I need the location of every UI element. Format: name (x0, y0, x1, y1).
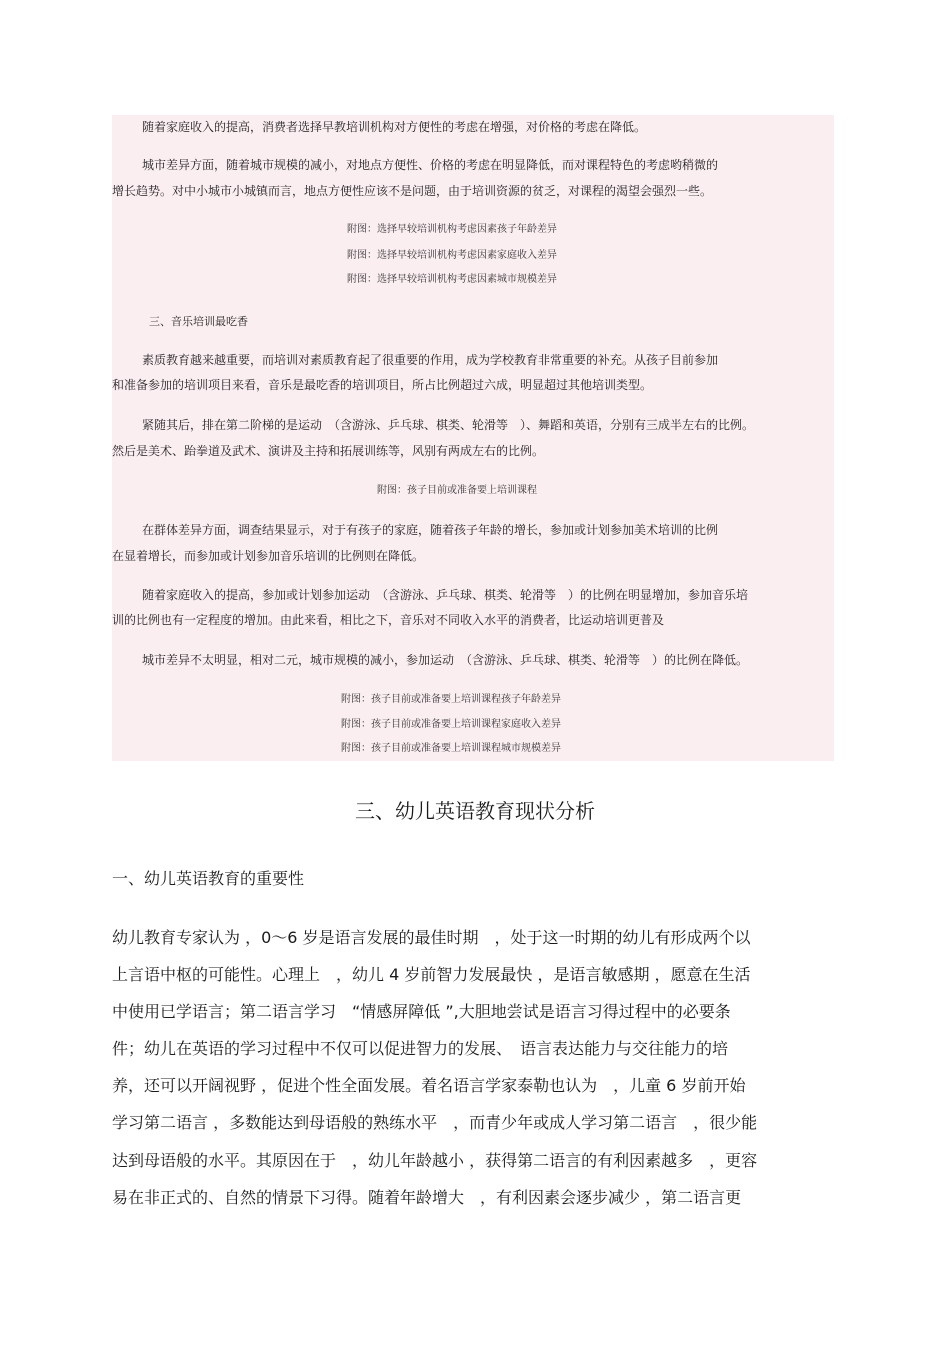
figure-caption-city: 附图：选择早较培训机构考虑因素城市规模差异 (347, 274, 557, 285)
paragraph-city-sports: 城市差异不太明显，相对二元，城市规模的减小，参加运动 （含游泳、乒乓球、棋类、轮滑等 ）的比例在降低。 (142, 653, 749, 667)
body-line: 养，还可以开阔视野 ，促进个性全面发展。着名语言学家泰勒也认为 ，儿童 6 岁前开始 (112, 1076, 746, 1095)
paragraph-group-line2: 在显着增长，而参加或计划参加音乐培训的比例则在降低。 (112, 549, 425, 563)
section-title: 三、幼儿英语教育现状分析 (355, 799, 595, 823)
paragraph-city-line1: 城市差异方面，随着城市规模的减小，对地点方便性、价格的考虑在明显降低，而对课程特色的考虑哟稍微的 (142, 158, 719, 172)
body-line: 中使用已学语言；第二语言学习 “情感屏障低 ”,大胆地尝试是语言习得过程中的必要条 (112, 1002, 731, 1021)
figure-caption-courses-age: 附图：孩子目前或准备要上培训课程孩子年龄差异 (341, 694, 561, 705)
figure-caption-age: 附图：选择早较培训机构考虑因素孩子年龄差异 (347, 224, 557, 235)
body-line: 达到母语般的水平。其原因在于 ，幼儿年龄越小 ，获得第二语言的有利因素越多 ，更容 (112, 1151, 758, 1170)
paragraph-income-sports-line2: 训的比例也有一定程度的增加。由此来看，相比之下，音乐对不同收入水平的消费者，比运动培训更普及 (112, 613, 665, 627)
paragraph-income: 随着家庭收入的提高，消费者选择早教培训机构对方便性的考虑在增强，对价格的考虑在降低。 (142, 120, 647, 134)
body-line: 学习第二语言 ，多数能达到母语般的熟练水平 ，而青少年或成人学习第二语言 ，很少能 (112, 1113, 758, 1132)
body-line: 上言语中枢的可能性。心理上 ，幼儿 4 岁前智力发展最快 ，是语言敏感期 ，愿意在生活 (112, 965, 751, 984)
figure-caption-courses-income: 附图：孩子目前或准备要上培训课程家庭收入差异 (341, 719, 561, 730)
subsection-title: 一、幼儿英语教育的重要性 (112, 869, 305, 888)
paragraph-group-line1: 在群体差异方面，调查结果显示，对于有孩子的家庭，随着孩子年龄的增长，参加或计划参加美术培训的比例 (142, 523, 719, 537)
figure-caption-courses-city: 附图：孩子目前或准备要上培训课程城市规模差异 (341, 743, 561, 754)
body-line: 件；幼儿在英语的学习过程中不仅可以促进智力的发展、 语言表达能力与交往能力的培 (112, 1039, 729, 1058)
figure-caption-income: 附图：选择早较培训机构考虑因素家庭收入差异 (347, 250, 557, 261)
paragraph-income-sports-line1: 随着家庭收入的提高，参加或计划参加运动 （含游泳、乒乓球、棋类、轮滑等 ）的比例在明显增加，参加音乐培 (142, 588, 749, 602)
body-line: 幼儿教育专家认为 ，0～6 岁是语言发展的最佳时期 ，处于这一时期的幼儿有形成两个以 (112, 928, 751, 947)
figure-caption-courses: 附图：孩子目前或准备要上培训课程 (377, 485, 537, 496)
body-line: 易在非正式的、自然的情景下习得。随着年龄增大 ，有利因素会逐步减少 ，第二语言更 (112, 1188, 742, 1207)
paragraph-quality-line1: 素质教育越来越重要，而培训对素质教育起了很重要的作用，成为学校教育非常重要的补充。从孩子目前参加 (142, 353, 719, 367)
paragraph-second-tier-line1: 紧随其后，排在第二阶梯的是运动 （含游泳、乒乓球、棋类、轮滑等 ）、舞蹈和英语，分别有三成半左右的比例。 (142, 418, 755, 432)
subheading-music: 三、音乐培训最吃香 (149, 315, 248, 328)
paragraph-city-line2: 增长趋势。对中小城市小城镇而言，地点方便性应该不是问题，由于培训资源的贫乏，对课程的渴望会强烈一些。 (112, 184, 713, 198)
paragraph-second-tier-line2: 然后是美术、跆拳道及武术、演讲及主持和拓展训练等，风别有两成左右的比例。 (112, 444, 545, 458)
paragraph-quality-line2: 和准备参加的培训项目来看，音乐是最吃香的培训项目，所占比例超过六成，明显超过其他培训类型。 (112, 378, 653, 392)
